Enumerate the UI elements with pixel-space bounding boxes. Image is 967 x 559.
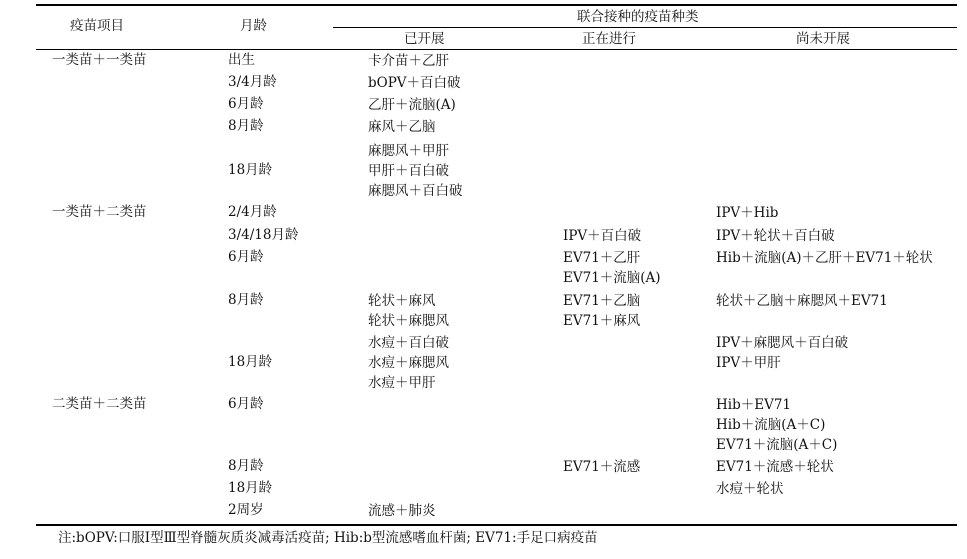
notyet-cell [716, 248, 933, 268]
notyet-cell [716, 333, 848, 373]
notyet-cell-line: Hib＋流脑(A)＋乙肝＋EV71＋轮状 [716, 250, 933, 266]
header-bottom-rule [36, 49, 957, 50]
ongoing-cell [563, 226, 641, 246]
notyet-cell-line: 水痘＋轮状 [716, 481, 784, 497]
age-label: 6月龄 [228, 396, 264, 412]
footnote: 注:bOPV:口服Ⅰ型Ⅲ型脊髓灰质炎减毒活疫苗; Hib:b型流感嗜血杆菌; EV71:手足口病疫苗 [58, 530, 598, 546]
age-label: 8月龄 [228, 118, 264, 134]
notyet-cell-line: Hib＋流脑(A＋C) [716, 417, 826, 433]
age-label: 3/4月龄 [228, 74, 277, 90]
ongoing-cell [563, 457, 640, 477]
done-cell-line: 水痘＋麻腮风 [368, 355, 449, 371]
age-label: 8月龄 [228, 292, 264, 308]
age-label: 6月龄 [228, 249, 264, 265]
age-label: 18月龄 [228, 162, 273, 178]
category-label: 一类苗＋一类苗 [52, 52, 147, 68]
ongoing-cell [563, 291, 640, 331]
done-cell-line: 麻风＋乙脑 [368, 119, 436, 135]
done-cell-line: 水痘＋百白破 [368, 335, 449, 351]
notyet-cell-line: IPV＋甲肝 [716, 355, 781, 371]
age-label: 出生 [228, 52, 255, 68]
done-cell-line: 甲肝＋百白破 [368, 163, 449, 179]
notyet-cell [716, 479, 784, 499]
done-cell-line: 乙肝＋流脑(A) [368, 97, 456, 113]
done-cell [368, 501, 436, 521]
notyet-cell [716, 395, 837, 455]
done-cell-line: bOPV＋百白破 [368, 75, 461, 91]
table-bottom-rule [36, 524, 957, 526]
table-top-rule [36, 4, 957, 6]
ongoing-cell-line: EV71＋乙肝 [563, 250, 641, 266]
done-cell [368, 291, 449, 331]
done-cell-line: 流感＋肺炎 [368, 503, 436, 519]
notyet-cell-line: EV71＋流脑(A＋C) [716, 437, 838, 453]
done-cell-line: 水痘＋甲肝 [368, 375, 436, 391]
age-label: 2周岁 [228, 502, 264, 518]
notyet-cell [716, 203, 778, 223]
notyet-cell [716, 226, 835, 246]
age-label: 18月龄 [228, 480, 273, 496]
header-project: 疫苗项目 [70, 18, 124, 34]
ongoing-cell-line: EV71＋流脑(A) [563, 270, 661, 286]
notyet-cell-line: IPV＋轮状＋百白破 [716, 228, 835, 244]
done-cell [368, 73, 461, 93]
done-cell-line: 轮状＋麻腮风 [368, 313, 449, 329]
notyet-cell-line: IPV＋麻腮风＋百白破 [716, 335, 849, 351]
ongoing-cell-line: IPV＋百白破 [563, 228, 642, 244]
ongoing-cell-line: EV71＋流感 [563, 459, 641, 475]
notyet-cell-line: Hib＋EV71 [716, 397, 792, 413]
done-cell [368, 333, 449, 393]
notyet-cell-line: 轮状＋乙脑＋麻腮风＋EV71 [716, 293, 888, 309]
category-label: 一类苗＋二类苗 [52, 204, 147, 220]
done-cell [368, 51, 449, 71]
notyet-cell-line: IPV＋Hib [716, 205, 779, 221]
ongoing-cell-line: EV71＋麻风 [563, 313, 641, 329]
done-cell-line: 卡介苗＋乙肝 [368, 53, 449, 69]
header-group-title: 联合接种的疫苗种类 [577, 9, 699, 25]
notyet-cell [716, 457, 834, 477]
age-label: 2/4月龄 [228, 204, 277, 220]
header-ongoing: 正在进行 [582, 31, 636, 47]
age-label: 3/4/18月龄 [228, 227, 299, 243]
ongoing-cell-line: EV71＋乙脑 [563, 293, 641, 309]
group-underline-rule [333, 27, 957, 28]
header-done: 已开展 [404, 31, 445, 47]
header-age: 月龄 [240, 18, 267, 34]
done-cell [368, 95, 456, 115]
age-label: 6月龄 [228, 96, 264, 112]
done-cell [368, 117, 436, 137]
notyet-cell [716, 291, 888, 311]
done-cell-line: 轮状＋麻风 [368, 293, 436, 309]
notyet-cell-line: EV71＋流感＋轮状 [716, 459, 834, 475]
done-cell-line: 麻腮风＋甲肝 [368, 143, 449, 159]
age-label: 8月龄 [228, 458, 264, 474]
done-cell [368, 141, 463, 201]
header-notyet: 尚未开展 [796, 31, 850, 47]
age-label: 18月龄 [228, 354, 273, 370]
done-cell-line: 麻腮风＋百白破 [368, 183, 463, 199]
category-label: 二类苗＋二类苗 [52, 396, 147, 412]
ongoing-cell [563, 248, 661, 288]
